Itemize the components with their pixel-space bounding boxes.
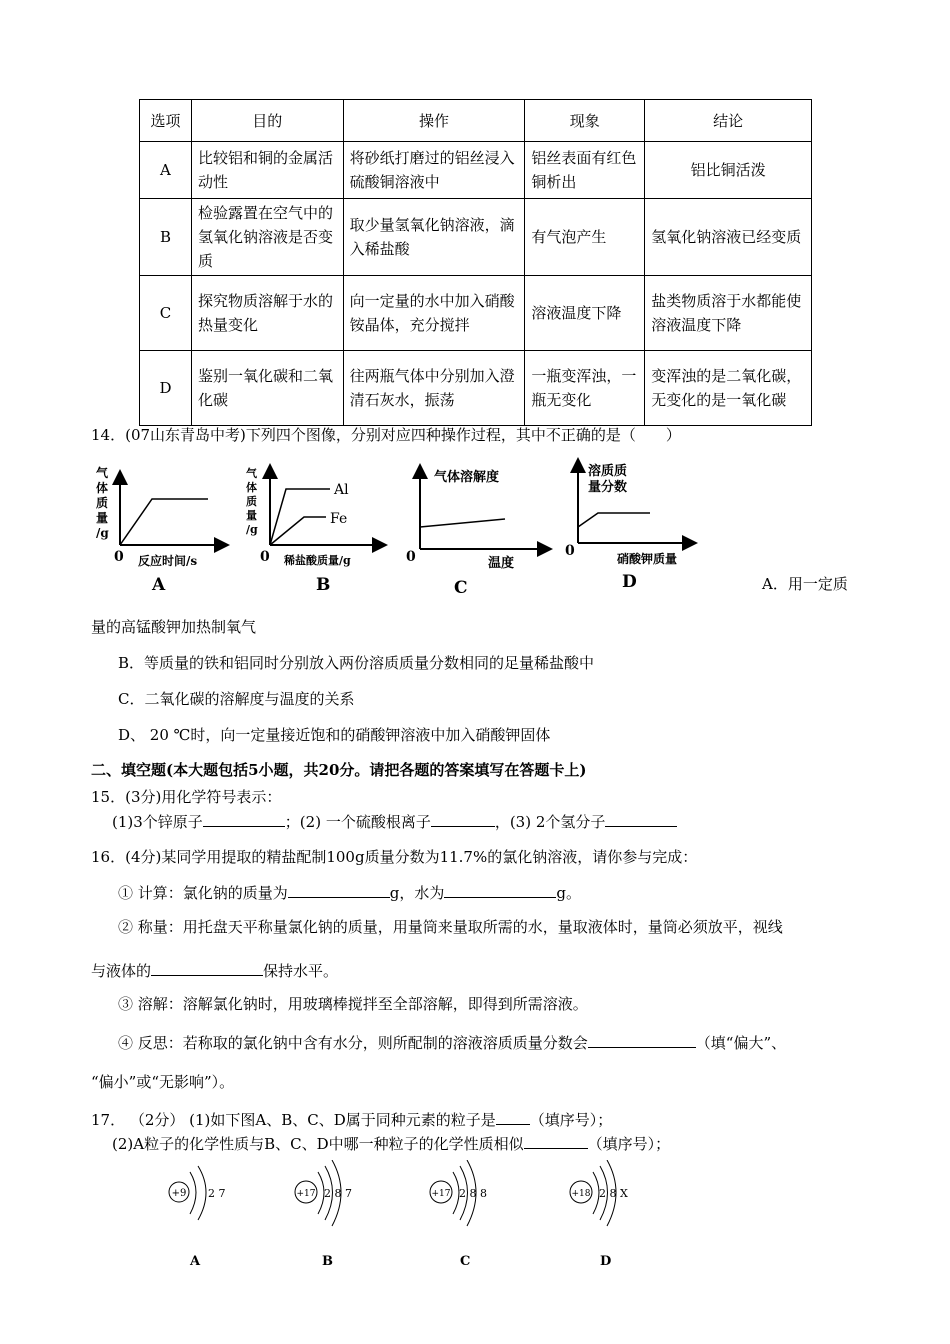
table-header: 操作 <box>343 100 525 142</box>
graph-b-fe-label: Fe <box>330 511 348 527</box>
table-cell: 往两瓶气体中分别加入澄清石灰水，振荡 <box>343 351 525 426</box>
table-row <box>140 351 812 426</box>
table-cell: C <box>140 276 192 351</box>
answer-blank[interactable] <box>203 810 285 827</box>
table-header: 结论 <box>645 100 812 142</box>
graph-a-origin: 0 <box>114 549 124 565</box>
atom-a-nucleus: +9 <box>171 1188 187 1199</box>
q17-text: 17． （2分） (1)如下图A、B、C、D属于同种元素的粒子是 <box>91 1111 496 1129</box>
graph-d-origin: 0 <box>565 543 575 559</box>
table-header-row <box>140 100 812 142</box>
graph-d-ylabel: 量分数 <box>588 480 628 495</box>
question-16-step2-cont <box>91 959 338 982</box>
q17-text: （填序号）； <box>529 1111 613 1129</box>
graph-c <box>406 469 545 598</box>
atom-c-shells: 2 8 8 <box>459 1187 487 1200</box>
atom-c-nucleus: +17 <box>431 1189 451 1199</box>
option-b: B．等质量的铁和铝同时分别放入两份溶质质量分数相同的足量稀盐酸中 <box>118 654 595 672</box>
option-d: D、 20 ℃时，向一定量接近饱和的硝酸钾溶液中加入硝酸钾固体 <box>118 726 551 744</box>
graph-d-line <box>578 513 650 527</box>
graph-b-ylabel: 质 <box>246 495 257 508</box>
atom-c <box>430 1160 487 1269</box>
graph-b-xlabel: 稀盐酸质量/g <box>284 554 351 567</box>
graph-a-label: A <box>152 575 166 595</box>
graph-b-ylabel: 量 <box>246 509 257 522</box>
q16-step1-text: g，水为 <box>389 884 445 902</box>
q16-step4-text: ④ 反思：若称取的氯化钠中含有水分，则所配制的溶液溶质质量分数会 <box>118 1034 588 1052</box>
q15-part2: ；(2) 一个硫酸根离子 <box>284 813 431 831</box>
atom-a-shells: 2 7 <box>208 1187 226 1200</box>
q15-part3: ，(3) 2个氢分子 <box>494 813 606 831</box>
section-2-heading: 二、填空题(本大题包括5小题，共20分。请把各题的答案填写在答题卡上) <box>91 761 587 779</box>
graph-b-ylabel: 体 <box>246 481 257 494</box>
table-cell: 一瓶变浑浊，一瓶无变化 <box>525 351 645 426</box>
table-cell: D <box>140 351 192 426</box>
graph-b-fe-line <box>270 517 326 545</box>
graph-b-ylabel: /g <box>246 523 258 536</box>
graph-b <box>246 466 380 595</box>
atom-diagrams <box>160 1160 660 1275</box>
atom-d-label: D <box>600 1254 612 1269</box>
table-cell: 向一定量的水中加入硝酸铵晶体，充分搅拌 <box>343 276 525 351</box>
option-a-part1: A．用一定质 <box>762 575 848 593</box>
option-a-part2: 量的高锰酸钾加热制氧气 <box>91 618 257 636</box>
graph-d-xlabel: 硝酸钾质量 <box>617 552 678 566</box>
question-16-step1 <box>118 881 581 904</box>
table-header: 选项 <box>140 100 192 142</box>
atom-b <box>295 1160 352 1269</box>
graph-a-ylabel: 质 <box>96 496 109 510</box>
graph-b-ylabel: 气 <box>246 467 257 480</box>
graph-d-label: D <box>622 572 637 592</box>
graph-a-line <box>120 499 208 545</box>
answer-blank[interactable] <box>496 1108 530 1125</box>
graph-b-label: B <box>316 575 331 595</box>
graph-a-ylabel: /g <box>96 526 109 540</box>
q17-text: （填序号）； <box>587 1135 671 1153</box>
question-16-step4 <box>118 1031 786 1054</box>
graph-a-ylabel: 体 <box>96 481 109 495</box>
graph-a-xlabel: 反应时间/s <box>138 554 198 568</box>
atom-a <box>169 1166 226 1269</box>
atom-b-label: B <box>322 1254 333 1269</box>
table-cell: 盐类物质溶于水都能使溶液温度下降 <box>645 276 812 351</box>
graph-c-line <box>420 519 505 527</box>
answer-blank[interactable] <box>524 1132 588 1149</box>
graph-a-ylabel: 量 <box>96 511 109 525</box>
graph-d <box>565 463 690 592</box>
atom-b-shells: 2 8 7 <box>324 1187 352 1200</box>
table-row <box>140 276 812 351</box>
table-cell: 铝丝表面有红色铜析出 <box>525 142 645 199</box>
table-cell: 将砂纸打磨过的铝丝浸入硫酸铜溶液中 <box>343 142 525 199</box>
graph-c-ylabel: 气体溶解度 <box>434 470 500 485</box>
q15-part1: (1)3个锌原子 <box>112 813 203 831</box>
q16-step1-text: g。 <box>556 884 581 902</box>
graph-a <box>96 465 222 595</box>
table-cell: 探究物质溶解于水的热量变化 <box>191 276 343 351</box>
q16-step1-text: ① 计算：氯化钠的质量为 <box>118 884 288 902</box>
table-cell: 铝比铜活泼 <box>645 142 812 199</box>
answer-blank[interactable] <box>605 810 677 827</box>
answer-blank[interactable] <box>288 881 390 898</box>
q17-text: (2)A粒子的化学性质与B、C、D中哪一种粒子的化学性质相似 <box>112 1135 524 1153</box>
atom-d-shells: 2 8 X <box>599 1187 628 1200</box>
graph-c-label: C <box>454 578 468 598</box>
table-cell: 取少量氢氧化钠溶液，滴入稀盐酸 <box>343 199 525 276</box>
table-cell: 变浑浊的是二氧化碳，无变化的是一氧化碳 <box>645 351 812 426</box>
q16-step2-text: 保持水平。 <box>263 962 339 980</box>
answer-blank[interactable] <box>431 810 495 827</box>
table-cell: 鉴别一氧化碳和二氧化碳 <box>191 351 343 426</box>
table-row <box>140 199 812 276</box>
question-17-line2 <box>112 1132 670 1155</box>
question-14-stem: 14．(07山东青岛中考)下列四个图像，分别对应四种操作过程，其中不正确的是（ ） <box>91 426 681 444</box>
table-header: 现象 <box>525 100 645 142</box>
question-17-line1 <box>91 1108 612 1131</box>
table-header: 目的 <box>191 100 343 142</box>
graph-d-ylabel: 溶质质 <box>588 464 628 479</box>
table-cell: 有气泡产生 <box>525 199 645 276</box>
table-row <box>140 142 812 199</box>
table-cell: 比较铝和铜的金属活动性 <box>191 142 343 199</box>
table-cell: 氢氧化钠溶液已经变质 <box>645 199 812 276</box>
question-16-step4-cont: “偏小”或“无影响”）。 <box>91 1073 235 1091</box>
question-16-step2: ② 称量：用托盘天平称量氯化钠的质量，用量筒来量取所需的水，量取液体时，量筒必须放平，视线 <box>118 918 783 936</box>
question-16-step3: ③ 溶解：溶解氯化钠时，用玻璃棒搅拌至全部溶解，即得到所需溶液。 <box>118 995 588 1013</box>
answer-blank[interactable] <box>151 959 263 976</box>
atom-d <box>570 1160 628 1269</box>
atom-d-nucleus: +18 <box>571 1189 591 1199</box>
options-table <box>139 99 812 426</box>
question-14-graphs <box>90 455 770 600</box>
table-cell: 溶液温度下降 <box>525 276 645 351</box>
table-cell: B <box>140 199 192 276</box>
q16-step2-text: 与液体的 <box>91 962 152 980</box>
atom-b-nucleus: +17 <box>296 1189 316 1199</box>
question-15-parts <box>112 810 677 833</box>
question-16-stem: 16．(4分)某同学用提取的精盐配制100g质量分数为11.7%的氯化钠溶液，请你参与完成： <box>91 848 698 866</box>
table-cell: A <box>140 142 192 199</box>
graph-a-ylabel: 气 <box>96 466 109 480</box>
atom-c-label: C <box>460 1254 471 1269</box>
graph-c-xlabel: 温度 <box>488 556 515 571</box>
graph-b-origin: 0 <box>260 549 270 565</box>
answer-blank[interactable] <box>444 881 556 898</box>
atom-a-label: A <box>190 1254 201 1269</box>
graph-b-al-label: Al <box>334 482 349 498</box>
option-c: C．二氧化碳的溶解度与温度的关系 <box>118 690 355 708</box>
graph-c-origin: 0 <box>406 549 416 565</box>
table-cell: 检验露置在空气中的氢氧化钠溶液是否变质 <box>191 199 343 276</box>
answer-blank[interactable] <box>588 1031 696 1048</box>
q16-step4-text: （填“偏大”、 <box>695 1034 787 1052</box>
question-15-stem: 15．(3分)用化学符号表示： <box>91 788 282 806</box>
